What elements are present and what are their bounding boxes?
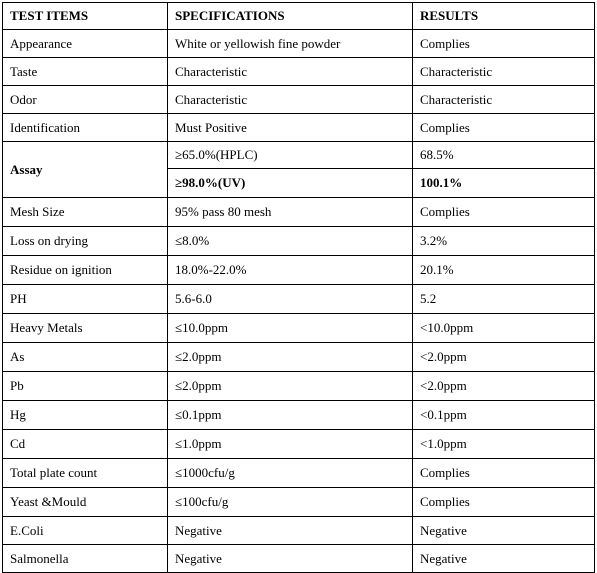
header-specifications: SPECIFICATIONS: [168, 3, 413, 30]
specification: 5.6-6.0: [168, 285, 413, 314]
test-item: Salmonella: [3, 545, 168, 573]
table-row: [3, 401, 595, 430]
specification: Negative: [168, 517, 413, 545]
test-item: Mesh Size: [3, 198, 168, 227]
assay-label: Assay: [3, 142, 168, 198]
table-row: [3, 545, 595, 573]
assay-spec-hplc: ≥65.0%(HPLC): [168, 142, 413, 169]
test-item: Residue on ignition: [3, 256, 168, 285]
result: <0.1ppm: [413, 401, 595, 430]
table-row: [3, 488, 595, 517]
table-row: [3, 114, 595, 142]
table-row: [3, 372, 595, 401]
specification: ≤10.0ppm: [168, 314, 413, 343]
result: <2.0ppm: [413, 372, 595, 401]
specification: Negative: [168, 545, 413, 573]
result: 5.2: [413, 285, 595, 314]
specification: Must Positive: [168, 114, 413, 142]
result: Characteristic: [413, 86, 595, 114]
table-row: [3, 430, 595, 459]
table-row: [3, 30, 595, 58]
test-item: PH: [3, 285, 168, 314]
test-item: Total plate count: [3, 459, 168, 488]
result: Characteristic: [413, 58, 595, 86]
result: Complies: [413, 114, 595, 142]
specification: ≤2.0ppm: [168, 343, 413, 372]
table-row: [3, 517, 595, 545]
test-item: Hg: [3, 401, 168, 430]
result: Negative: [413, 545, 595, 573]
result: <1.0ppm: [413, 430, 595, 459]
specification: 18.0%-22.0%: [168, 256, 413, 285]
specification: ≤2.0ppm: [168, 372, 413, 401]
test-item: As: [3, 343, 168, 372]
assay-result-hplc: 68.5%: [413, 142, 595, 169]
test-item: Taste: [3, 58, 168, 86]
header-results: RESULTS: [413, 3, 595, 30]
result: Negative: [413, 517, 595, 545]
result: <2.0ppm: [413, 343, 595, 372]
test-item: E.Coli: [3, 517, 168, 545]
result: Complies: [413, 459, 595, 488]
specification: White or yellowish fine powder: [168, 30, 413, 58]
specification: ≤0.1ppm: [168, 401, 413, 430]
table-row: [3, 227, 595, 256]
table-row: [3, 58, 595, 86]
header-row: [3, 3, 595, 30]
assay-spec-uv: ≥98.0%(UV): [168, 169, 413, 198]
assay-result-uv: 100.1%: [413, 169, 595, 198]
test-item: Heavy Metals: [3, 314, 168, 343]
table-row: [3, 285, 595, 314]
specification: ≤1.0ppm: [168, 430, 413, 459]
test-item: Cd: [3, 430, 168, 459]
result: 20.1%: [413, 256, 595, 285]
table-row: [3, 459, 595, 488]
specification: 95% pass 80 mesh: [168, 198, 413, 227]
test-item: Identification: [3, 114, 168, 142]
result: <10.0ppm: [413, 314, 595, 343]
specification: ≤100cfu/g: [168, 488, 413, 517]
specification: ≤8.0%: [168, 227, 413, 256]
test-item: Pb: [3, 372, 168, 401]
table-row: [3, 343, 595, 372]
table-row: [3, 314, 595, 343]
result: 3.2%: [413, 227, 595, 256]
table-row: [3, 86, 595, 114]
result: Complies: [413, 198, 595, 227]
test-item: Loss on drying: [3, 227, 168, 256]
specification: Characteristic: [168, 58, 413, 86]
specification: Characteristic: [168, 86, 413, 114]
header-test-items: TEST ITEMS: [3, 3, 168, 30]
specification: ≤1000cfu/g: [168, 459, 413, 488]
table-row: [3, 256, 595, 285]
result: Complies: [413, 488, 595, 517]
result: Complies: [413, 30, 595, 58]
assay-row-hplc: [3, 142, 595, 169]
test-item: Odor: [3, 86, 168, 114]
test-item: Yeast &Mould: [3, 488, 168, 517]
test-item: Appearance: [3, 30, 168, 58]
table-row: [3, 198, 595, 227]
specification-table: [2, 2, 595, 573]
